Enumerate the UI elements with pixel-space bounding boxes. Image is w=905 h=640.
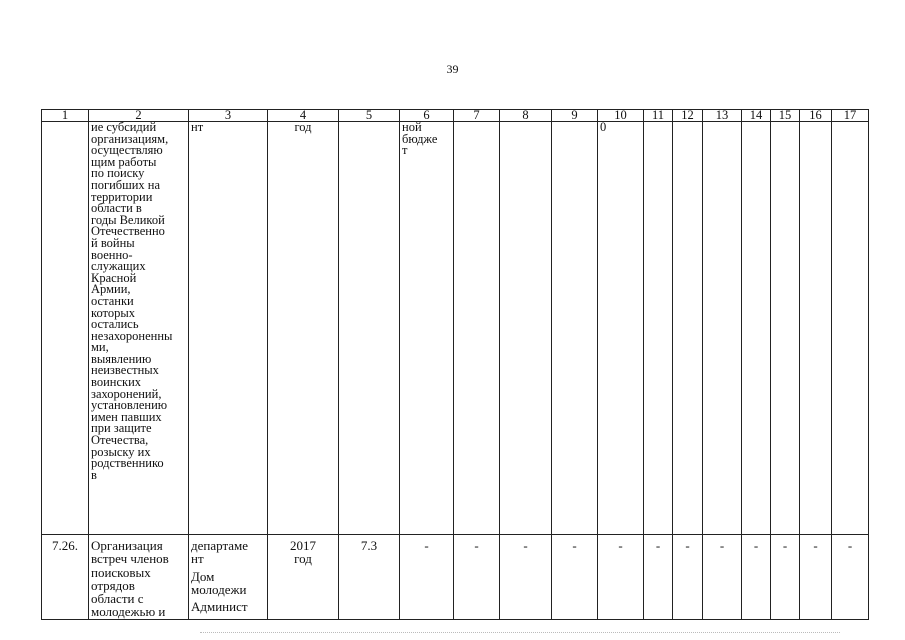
period-cell: 2017 год xyxy=(268,535,339,620)
activity-description-cell: ие субсидий организациям, осуществляю щим работы по поиску погибших на территории области в годы Великой Отечественно й войны военно- служащих Красной Армии, останки которых остались незахороненны ми, выявлению неизвестных воинских захоронений, установлению имен павших при защите Отечества, розыску их родственнико в xyxy=(89,122,189,535)
executor-line: Дом молодежи xyxy=(191,568,247,597)
activity-description-cell: Организация встреч членов поисковых отрядов области с молодежью и xyxy=(89,535,189,620)
header-cell: 10 xyxy=(598,110,644,122)
header-cell: 17 xyxy=(832,110,869,122)
indicator-cell: 7.3 xyxy=(339,535,400,620)
dash-cell: - xyxy=(800,535,832,620)
header-cell: 5 xyxy=(339,110,400,122)
executor-line: департаме нт xyxy=(191,538,249,567)
dash-cell: - xyxy=(644,535,673,620)
budget-table xyxy=(41,109,869,620)
row-number-cell: 7.26. xyxy=(42,535,89,620)
value-cell xyxy=(703,122,742,535)
header-cell: 8 xyxy=(500,110,552,122)
value-cell xyxy=(552,122,598,535)
dash-cell: - xyxy=(454,535,500,620)
dash-cell: - xyxy=(552,535,598,620)
header-cell: 3 xyxy=(189,110,268,122)
header-cell: 11 xyxy=(644,110,673,122)
header-cell: 12 xyxy=(673,110,703,122)
table-row xyxy=(42,535,869,620)
header-cell: 7 xyxy=(454,110,500,122)
dash-cell: - xyxy=(500,535,552,620)
header-cell: 16 xyxy=(800,110,832,122)
dash-cell: - xyxy=(598,535,644,620)
value-cell xyxy=(673,122,703,535)
value-cell xyxy=(500,122,552,535)
row-number-cell xyxy=(42,122,89,535)
header-cell: 1 xyxy=(42,110,89,122)
scan-artifact-line xyxy=(200,632,840,634)
dash-cell: - xyxy=(673,535,703,620)
value-cell: 0 xyxy=(598,122,644,535)
table-header-row xyxy=(42,110,869,122)
value-cell xyxy=(832,122,869,535)
value-cell xyxy=(771,122,800,535)
value-cell xyxy=(742,122,771,535)
header-cell: 6 xyxy=(400,110,454,122)
header-cell: 15 xyxy=(771,110,800,122)
dash-cell: - xyxy=(742,535,771,620)
header-cell: 14 xyxy=(742,110,771,122)
header-cell: 9 xyxy=(552,110,598,122)
period-cell: год xyxy=(268,122,339,535)
funding-source-cell: ной бюдже т xyxy=(400,122,454,535)
value-cell xyxy=(800,122,832,535)
indicator-cell xyxy=(339,122,400,535)
dash-cell: - xyxy=(703,535,742,620)
dash-cell: - xyxy=(771,535,800,620)
table-row xyxy=(42,122,869,535)
executor-line: Админист xyxy=(191,599,248,615)
header-cell: 2 xyxy=(89,110,189,122)
executor-cell: нт xyxy=(189,122,268,535)
header-cell: 4 xyxy=(268,110,339,122)
executor-cell xyxy=(189,535,268,620)
value-cell xyxy=(644,122,673,535)
value-cell xyxy=(454,122,500,535)
dash-cell: - xyxy=(832,535,869,620)
page-number: 39 xyxy=(446,62,459,76)
header-cell: 13 xyxy=(703,110,742,122)
dash-cell: - xyxy=(400,535,454,620)
